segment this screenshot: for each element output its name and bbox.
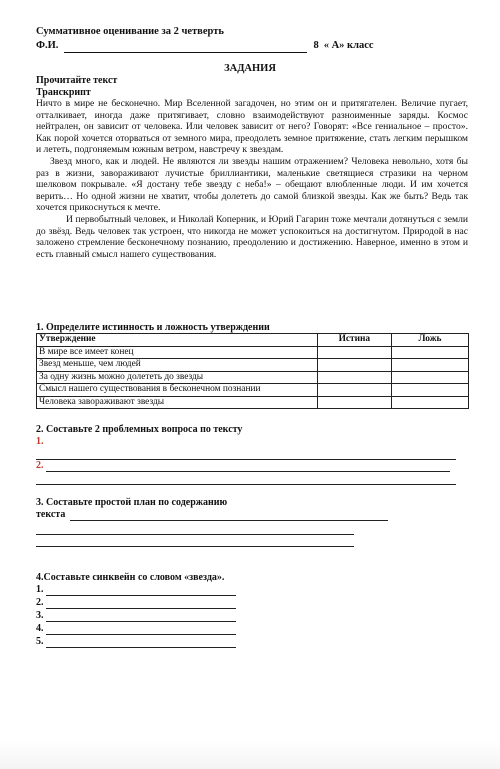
cinquain-number-1: 1. [36, 584, 44, 595]
answer-line-q3-2[interactable] [36, 534, 354, 535]
true-cell[interactable] [317, 371, 391, 384]
reading-subtitle: Транскрипт [36, 86, 91, 98]
cinquain-number-4: 4. [36, 623, 44, 634]
q4-title: 4.Составьте синквейн со словом «звезда». [36, 572, 225, 583]
true-cell[interactable] [317, 396, 391, 409]
cinquain-line-1[interactable] [46, 595, 236, 596]
table-row [37, 359, 469, 372]
name-line [36, 39, 466, 53]
paragraph-3: И первобытный человек, и Николай Коперник, и Юрий Гагарин тоже мечтали дотянуться с земли до звёзд. Ведь человек так устроен, что никогда не может успокоиться на достигнутом. Природой в нас заложено стремление бесконечному познанию, преодолению и достижению. Наверное, именно в этом и есть главный смысл нашего существования. [36, 213, 468, 260]
tasks-title: ЗАДАНИЯ [224, 63, 276, 74]
table-row [37, 384, 469, 397]
statement-cell: Человека завораживают звезды [37, 396, 318, 409]
statement-cell: Смысл нашего существования в бесконечном познании [37, 384, 318, 397]
table-row [37, 371, 469, 384]
cinquain-number-3: 3. [36, 610, 44, 621]
cinquain-line-3[interactable] [46, 621, 236, 622]
false-cell[interactable] [391, 371, 468, 384]
header-title: Суммативное оценивание за 2 четверть [36, 26, 224, 37]
reading-section [36, 75, 468, 260]
class-label: « А» класс [323, 40, 374, 51]
answer-line-q3-1[interactable] [70, 520, 388, 521]
true-false-table [36, 333, 469, 409]
cinquain-number-2: 2. [36, 597, 44, 608]
true-cell[interactable] [317, 359, 391, 372]
true-cell[interactable] [317, 384, 391, 397]
cinquain-line-2[interactable] [46, 608, 236, 609]
name-field-line[interactable] [64, 42, 307, 53]
false-cell[interactable] [391, 396, 468, 409]
reading-instruction: Прочитайте текст [36, 75, 118, 86]
header [36, 25, 466, 53]
cinquain-line-5[interactable] [46, 647, 236, 648]
table-row [37, 346, 469, 359]
true-cell[interactable] [317, 346, 391, 359]
reading-text [36, 98, 468, 260]
false-cell[interactable] [391, 359, 468, 372]
statement-cell: В мире все имеет конец [37, 346, 318, 359]
q3-title: 3. Составьте простой план по содержанию [36, 497, 228, 508]
header-true: Истина [317, 334, 391, 347]
answer-line-q3-3[interactable] [36, 546, 354, 547]
statement-cell: Звезд меньше, чем людей [37, 359, 318, 372]
header-statement: Утверждение [37, 334, 318, 347]
paragraph-2: Звезд много, как и людей. Не являются ли звезды нашим отражением? Человека невольно, хотя бы раз в жизни, завораживают лучистые бриллиантики, маленькие светящиеся стразики на черном шелковом покрывале. «Я достану тебе звезду с неба!» – обещают влюбленные люди. И им хочется верить… Но одной жизни не хватит, чтобы долететь до самой близкой звезды. Как же быть? Ведь так хочется прикоснуться к мечте. [36, 155, 468, 214]
q2-number-2: 2. [36, 460, 44, 471]
table-row [37, 396, 469, 409]
q2-number-1: 1. [36, 436, 44, 447]
grade-number: 8 [313, 40, 319, 51]
table-header-row [37, 334, 469, 347]
false-cell[interactable] [391, 384, 468, 397]
page-bottom-shade [0, 740, 500, 769]
header-false: Ложь [391, 334, 468, 347]
statement-cell: За одну жизнь можно долететь до звезды [37, 371, 318, 384]
paragraph-1: Ничто в мире не бесконечно. Мир Вселенной загадочен, но этим он и притягателен. Величие пугает, отталкивает, иногда даже притягивает, словно взаимодействуют разноименные заряды. Космос нейтрален, он зависит от человека. Или человек зависит от него? Говорят: «Все гениальное – просто». Как порой хочется оторваться от земного мира, преодолеть земное притяжение, стать легким перышком и лететь, подгоняемым южным ветром, навстречу к звездам. [36, 98, 468, 156]
q3-title-continued: текста [36, 509, 66, 520]
answer-line-q2-3[interactable] [36, 484, 456, 485]
answer-line-q2-1[interactable] [36, 459, 456, 460]
q2-title: 2. Составьте 2 проблемных вопроса по тексту [36, 424, 243, 435]
answer-line-q2-2[interactable] [46, 471, 450, 472]
q1-title: 1. Определите истинность и ложность утверждении [36, 322, 270, 333]
cinquain-line-4[interactable] [46, 634, 236, 635]
fio-label: Ф.И. [36, 40, 59, 51]
cinquain-number-5: 5. [36, 636, 44, 647]
false-cell[interactable] [391, 346, 468, 359]
